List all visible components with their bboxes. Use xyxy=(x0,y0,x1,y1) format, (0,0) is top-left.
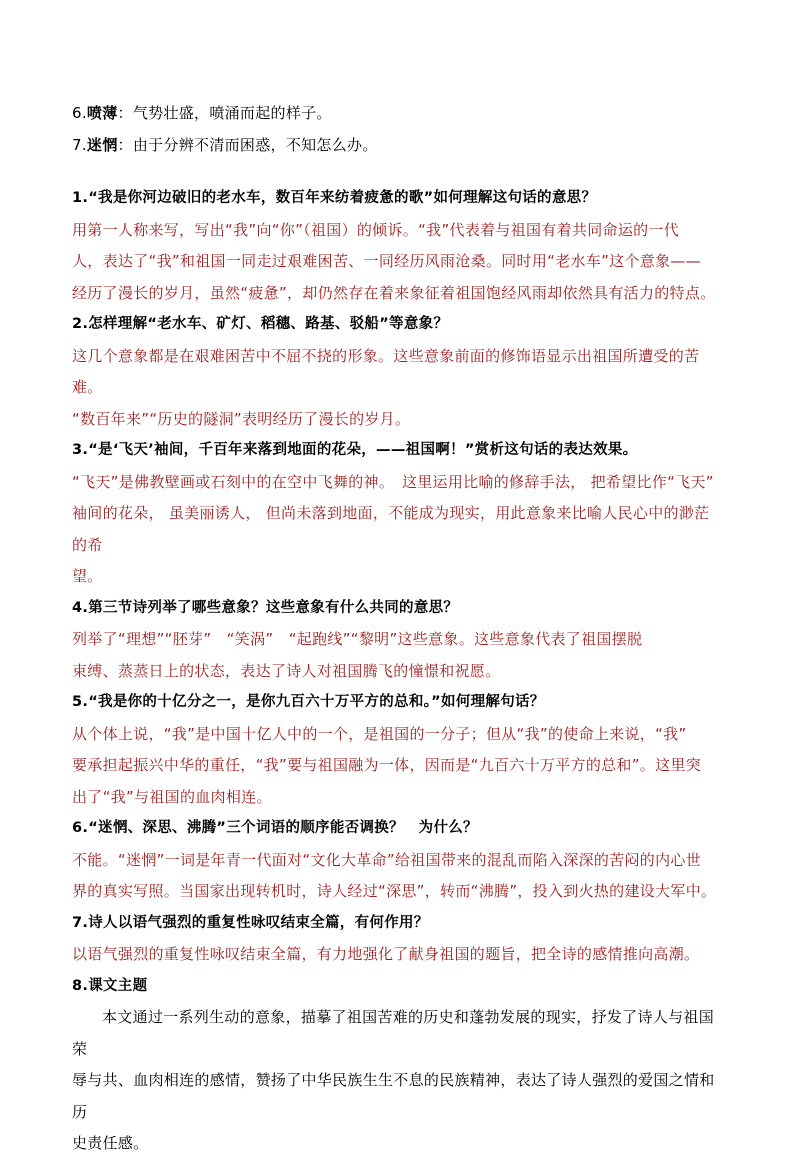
question-7: 7.诗人以语气强烈的重复性咏叹结束全篇，有何作用？ xyxy=(72,914,429,931)
spacer xyxy=(72,161,722,183)
answer-3-line-3: 望。 xyxy=(72,567,103,585)
theme-heading: 8.课文主题 xyxy=(72,977,148,994)
definition-7: 7.迷惘：由于分辨不清而困惑，不知怎么办。 xyxy=(72,135,378,154)
answer-3-line-1: “飞天”是佛教壁画或石刻中的在空中飞舞的神。 这里运用比喻的修辞手法， 把希望比作“飞天” xyxy=(72,472,714,491)
answer-7-line-1: 以语气强烈的重复性咏叹结束全篇，有力地强化了献身祖国的题旨，把全诗的感情推向高潮。 xyxy=(72,945,700,963)
question-1: 1.“我是你河边破旧的老水车，数百年来纺着疲惫的歌”如何理解这句话的意思？ xyxy=(72,190,597,206)
question-3: 3.“是‘飞天’袖间，千百年来落到地面的花朵，——祖国啊！”赏析这句话的表达效果。 xyxy=(72,442,638,458)
theme-line-1: 本文通过一系列生动的意象，描摹了祖国苦难的历史和蓬勃发展的现实，抒发了诗人与祖国荣 xyxy=(72,1008,715,1058)
question-2: 2.怎样理解“老水车、矿灯、稻穗、路基、驳船”等意象？ xyxy=(72,316,449,332)
definition-6: 6.喷薄：气势壮盛，喷涌而起的样子。 xyxy=(72,104,332,122)
question-4: 4.第三节诗列举了哪些意象？这些意象有什么共同的意思？ xyxy=(72,599,459,616)
answer-1-line-1: 用第一人称来写，写出“我”向“你”（祖国）的倾诉。“我”代表着与祖国有着共同命运的一代 xyxy=(72,220,680,239)
theme-line-2: 辱与共、血肉相连的感情，赞扬了中华民族生生不息的民族精神，表达了诗人强烈的爱国之情和历 xyxy=(72,1071,715,1121)
document-content xyxy=(72,98,722,1160)
question-6: 6.“迷惘、深思、沸腾”三个词语的顺序能否调换？ 为什么？ xyxy=(72,820,478,836)
answer-1-line-2: 人，表达了“我”和祖国一同走过艰难困苦、一同经历风雨沧桑。同时用“老水车”这个意象—— xyxy=(72,252,701,270)
answer-2-line-1: 这几个意象都是在艰难困苦中不屈不挠的形象。这些意象前面的修饰语显示出祖国所遭受的苦难。 xyxy=(72,346,700,396)
theme-line-3: 史责任感。 xyxy=(72,1134,149,1152)
answer-4-line-2: 束缚、蒸蒸日上的状态，表达了诗人对祖国腾飞的憧憬和祝愿。 xyxy=(72,661,501,680)
answer-5-line-1: 从个体上说，“我”是中国十亿人中的一个，是祖国的一分子；但从“我”的使命上来说，“我” xyxy=(72,724,687,743)
question-5: 5.“我是你的十亿分之一，是你九百六十万平方的总和。”如何理解句话？ xyxy=(72,694,545,710)
answer-5-line-2: 要承担起振兴中华的重任，“我”要与祖国融为一体，因而是“九百六十万平方的总和”。这里突 xyxy=(72,756,701,774)
answer-6-line-1: 不能。“迷惘”一词是年青一代面对“文化大革命”给祖国带来的混乱而陷入深深的苦闷的内心世 xyxy=(72,850,701,869)
answer-4-line-1: 列举了“理想”“胚芽” “笑涡” “起跑线”“黎明”这些意象。这些意象代表了祖国摆脱 xyxy=(72,630,643,648)
answer-5-line-3: 出了“我”与祖国的血肉相连。 xyxy=(72,787,272,806)
answer-2-line-2: “数百年来”“历史的隧洞”表明经历了漫长的岁月。 xyxy=(72,409,411,428)
answer-6-line-2: 界的真实写照。当国家出现转机时，诗人经过“深思”，转而“沸腾”，投入到火热的建设大军中。 xyxy=(72,882,717,900)
answer-1-line-3: 经历了漫长的岁月，虽然“疲惫”，却仍然存在着来象征着祖国饱经风雨却依然具有活力的特点。 xyxy=(72,283,716,302)
answer-3-line-2: 袖间的花朵， 虽美丽诱人， 但尚未落到地面，不能成为现实，用此意象来比喻人民心中的渺茫的希 xyxy=(72,504,710,554)
